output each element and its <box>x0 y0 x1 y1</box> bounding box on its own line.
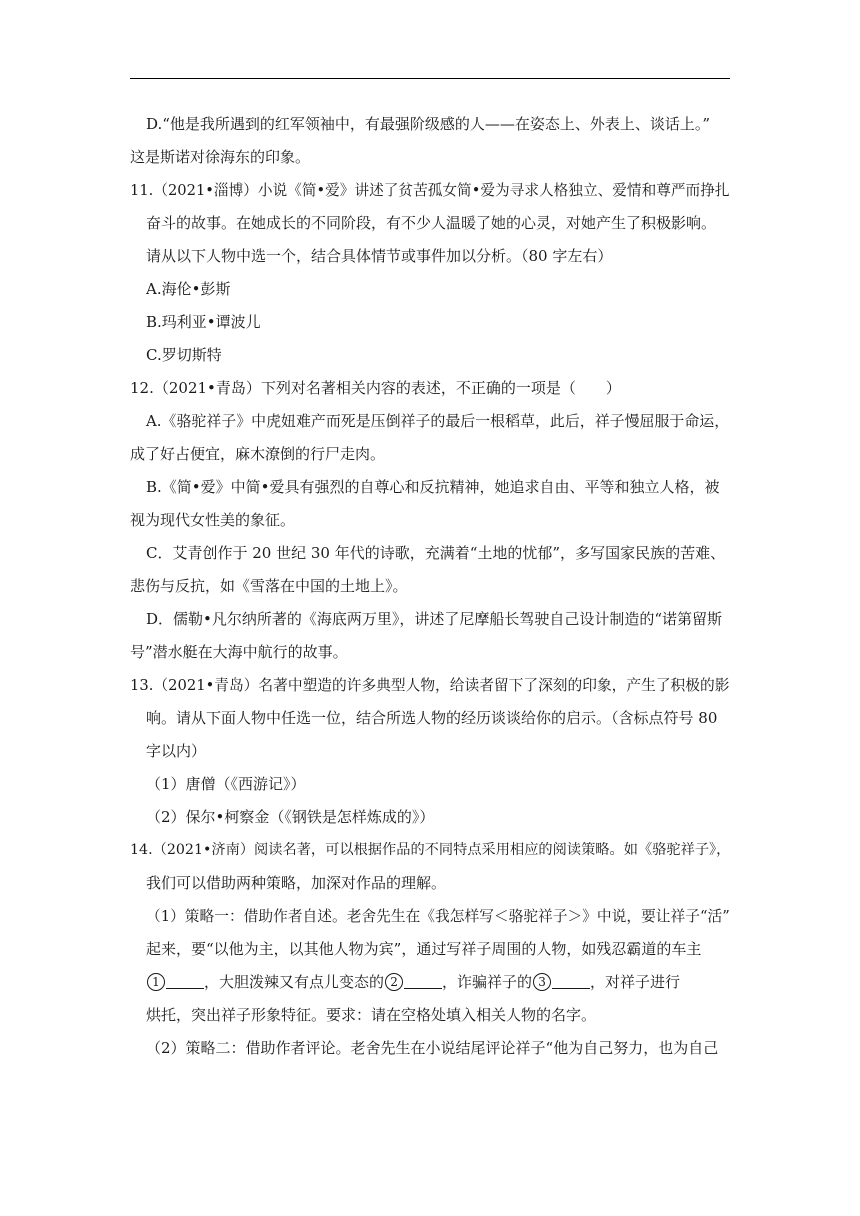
q10-option-d: D.“他是我所遇到的红军领袖中，有最强阶级感的人——在姿态上、外表上、谈话上。” <box>146 115 711 133</box>
q14-strategy-1: （1）策略一：借助作者自述。老舍先生在《我怎样写＜骆驼祥子＞》中说，要让祥子“活” <box>146 908 730 925</box>
q11-stem-cont: 奋斗的故事。在她成长的不同阶段，有不少人温暖了她的心灵，对她产生了积极影响。 <box>146 214 717 232</box>
q14-stem: 14.（2021•济南）阅读名著，可以根据作品的不同特点采用相应的阅读策略。如《骆驼祥子》， <box>130 842 731 858</box>
q13-stem-cont: 响。请从下面人物中任选一位，结合所选人物的经历谈谈给你的启示。（含标点符号 80 <box>146 709 718 727</box>
q10-option-d-cont: 这是斯诺对徐海东的印象。 <box>130 148 311 166</box>
q14-strategy-1-cont: 烘托，突出祥子形象特征。要求：请在空格处填入相关人物的名字。 <box>146 1006 597 1024</box>
q14-strategy-2: （2）策略二：借助作者评论。老舍先生在小说结尾评论祥子“他为自己努力，也为自己 <box>146 1039 719 1057</box>
q11-option-a: A.海伦•彭斯 <box>146 280 231 298</box>
q12-stem: 12.（2021•青岛）下列对名著相关内容的表述，不正确的一项是（ ） <box>130 379 621 397</box>
q14-text-segment: ，诈骗祥子的 <box>442 973 533 991</box>
q12-option-a: A.《骆驼祥子》中虎妞难产而死是压倒祥子的最后一根稻草，此后，祥子慢屈服于命运， <box>146 412 730 430</box>
q11-option-c: C.罗切斯特 <box>146 346 222 364</box>
q14-stem-cont: 我们可以借助两种策略，加深对作品的理解。 <box>146 874 447 892</box>
q11-stem: 11.（2021•淄博）小说《简•爱》讲述了贫苦孤女简•爱为寻求人格独立、爱情和尊严而挣扎 <box>130 182 730 199</box>
document-body <box>130 108 730 1065</box>
q12-option-b-cont: 视为现代女性美的象征。 <box>130 511 296 529</box>
q12-option-d-cont: 号”潜水艇在大海中航行的故事。 <box>130 643 348 661</box>
q13-stem: 13.（2021•青岛）名著中塑造的许多典型人物，给读者留下了深刻的印象，产生了积极的影 <box>130 677 730 694</box>
q12-option-b: B.《简•爱》中简•爱具有强烈的自尊心和反抗精神，她追求自由、平等和独立人格，被 <box>146 478 720 496</box>
q14-strategy-1-cont: 起来，要“以他为主，以其他人物为宾”，通过写祥子周围的人物，如残忍霸道的车主 <box>146 940 702 958</box>
q14-strategy-1-blanks <box>130 966 730 999</box>
circled-number-3: 3 <box>533 973 551 991</box>
fill-blank-3[interactable] <box>552 972 590 989</box>
q12-option-d: D．儒勒•凡尔纳所著的《海底两万里》，讲述了尼摩船长驾驶自己设计制造的“诺第留斯 <box>146 610 723 628</box>
fill-blank-1[interactable] <box>166 972 204 989</box>
q11-option-b: B.玛利亚•谭波儿 <box>146 313 261 331</box>
q14-text-segment: ，大胆泼辣又有点儿变态的 <box>204 973 385 991</box>
q14-text-segment: ，对祥子进行 <box>590 973 681 991</box>
q13-stem-cont: 字以内） <box>146 742 207 760</box>
q12-option-c-cont: 悲伤与反抗，如《雪落在中国的土地上》。 <box>130 577 408 595</box>
q12-option-c: C．艾青创作于 20 世纪 30 年代的诗歌，充满着“土地的忧郁”，多写国家民族的苦难、 <box>146 544 726 562</box>
header-rule <box>130 78 730 79</box>
q13-option-1: （1）唐僧（《西游记》） <box>146 775 306 793</box>
q11-stem-cont: 请从以下人物中选一个，结合具体情节或事件加以分析。（80 字左右） <box>146 247 613 265</box>
q12-option-a-cont: 成了好占便宜，麻木潦倒的行尸走肉。 <box>130 445 386 463</box>
circled-number-1: 1 <box>147 973 165 991</box>
circled-number-2: 2 <box>385 973 403 991</box>
fill-blank-2[interactable] <box>404 972 442 989</box>
q13-option-2: （2）保尔•柯察金（《钢铁是怎样炼成的》） <box>146 808 435 826</box>
